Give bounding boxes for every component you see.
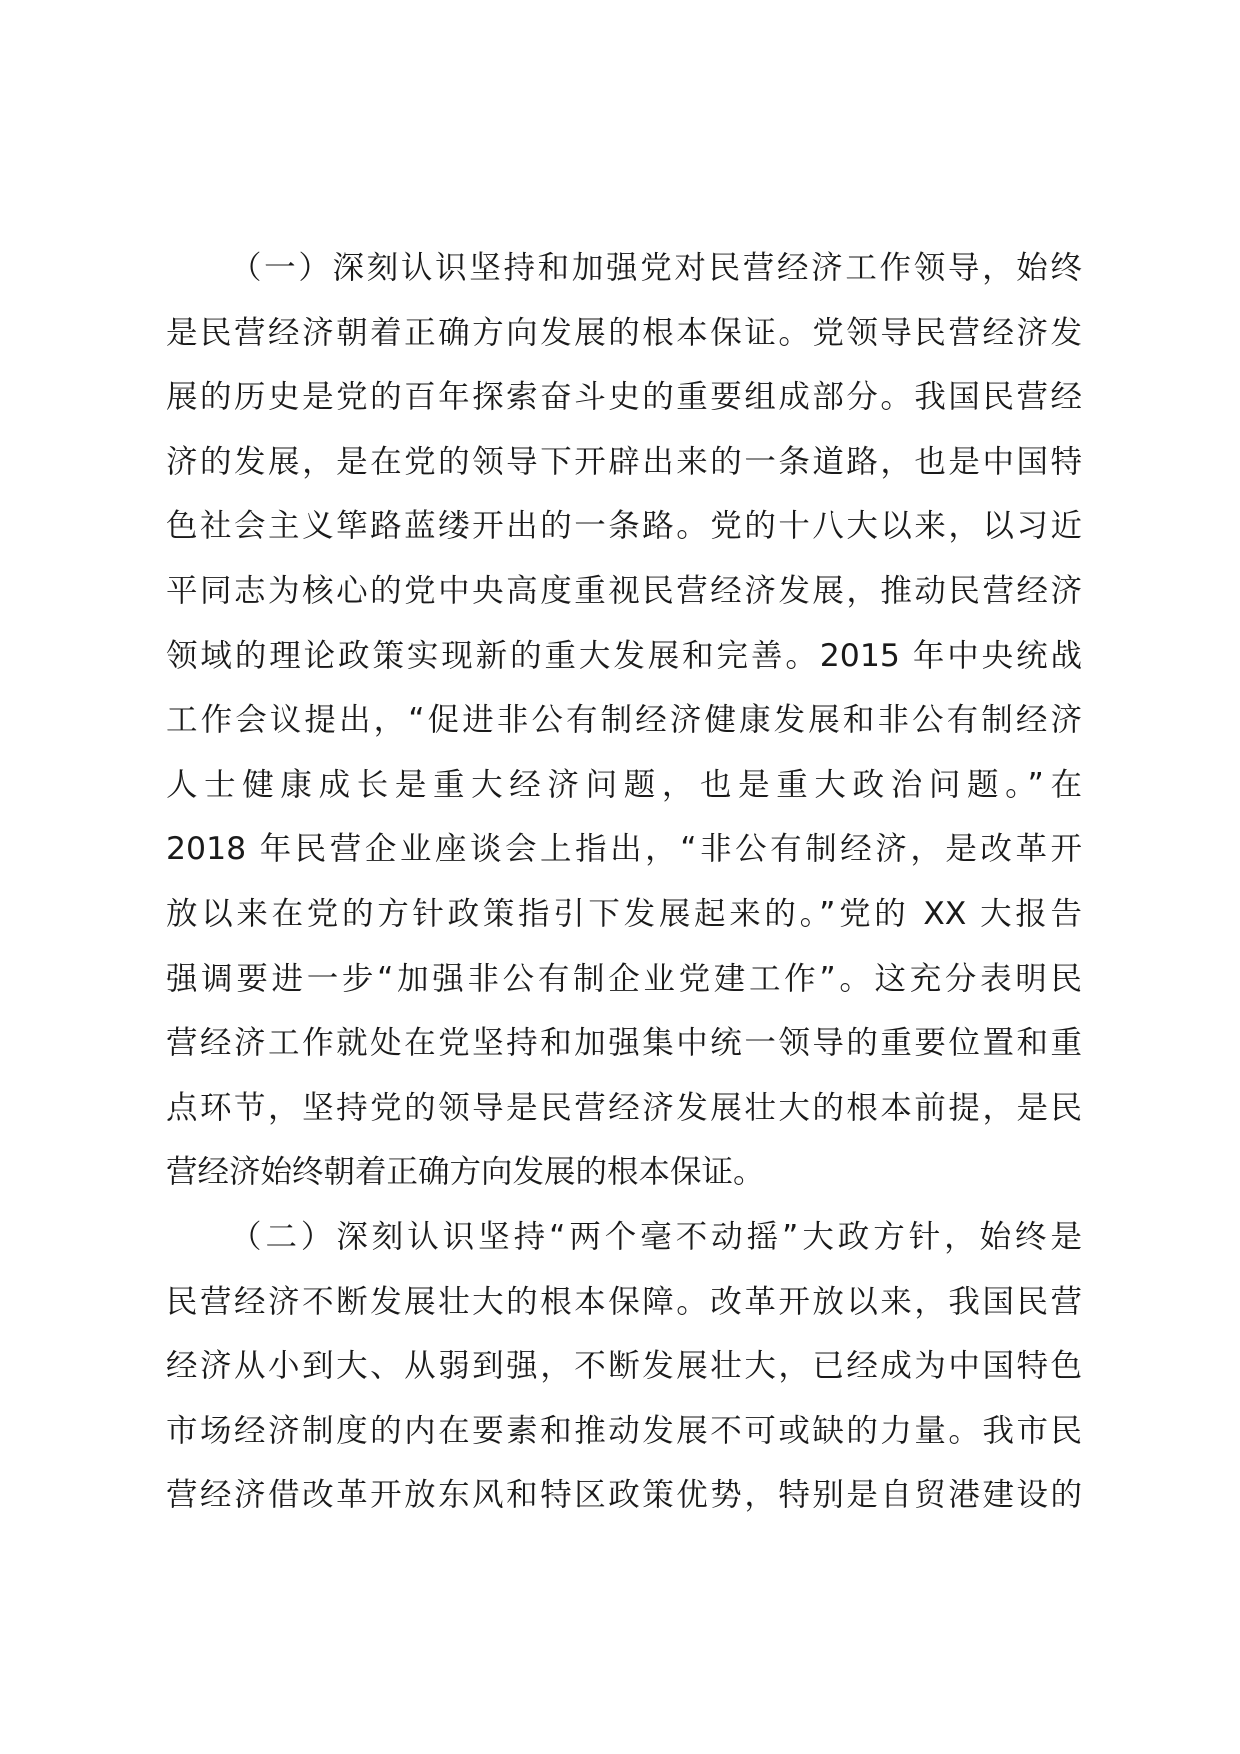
- text-line: 营经济借改革开放东风和特区政策优势，特别是自贸港建设的: [166, 1477, 1082, 1514]
- text-line: 人士健康成长是重大经济问题，也是重大政治问题。”在: [166, 766, 1082, 803]
- text-line: 2018 年民营企业座谈会上指出，“非公有制经济，是改革开: [166, 831, 1082, 868]
- document-body: [166, 236, 1082, 1528]
- text-line: 营经济工作就处在党坚持和加强集中统一领导的重要位置和重: [166, 1025, 1082, 1062]
- text-line: 展的历史是党的百年探索奋斗史的重要组成部分。我国民营经: [166, 379, 1082, 416]
- text-line: 营经济始终朝着正确方向发展的根本保证。: [166, 1154, 765, 1191]
- text-line: 点环节，坚持党的领导是民营经济发展壮大的根本前提，是民: [166, 1089, 1082, 1126]
- paragraph-1: [166, 236, 1082, 1205]
- text-line: 民营经济不断发展壮大的根本保障。改革开放以来，我国民营: [166, 1283, 1082, 1320]
- text-line: 工作会议提出，“促进非公有制经济健康发展和非公有制经济: [166, 702, 1082, 739]
- text-line: 强调要进一步“加强非公有制企业党建工作”。这充分表明民: [166, 960, 1082, 997]
- text-line: 济的发展，是在党的领导下开辟出来的一条道路，也是中国特: [166, 443, 1082, 480]
- text-line: 是民营经济朝着正确方向发展的根本保证。党领导民营经济发: [166, 314, 1082, 351]
- text-line: 色社会主义筚路蓝缕开出的一条路。党的十八大以来，以习近: [166, 508, 1082, 545]
- text-line: 领域的理论政策实现新的重大发展和完善。2015 年中央统战: [166, 637, 1082, 674]
- text-line: 经济从小到大、从弱到强，不断发展壮大，已经成为中国特色: [166, 1348, 1082, 1385]
- text-line: （二）深刻认识坚持“两个毫不动摇”大政方针，始终是: [230, 1218, 1082, 1255]
- paragraph-2: [166, 1205, 1082, 1528]
- text-line: （一）深刻认识坚持和加强党对民营经济工作领导，始终: [230, 250, 1082, 286]
- text-line: 放以来在党的方针政策指引下发展起来的。”党的 XX 大报告: [166, 895, 1082, 932]
- text-line: 市场经济制度的内在要素和推动发展不可或缺的力量。我市民: [166, 1412, 1082, 1449]
- text-line: 平同志为核心的党中央高度重视民营经济发展，推动民营经济: [166, 572, 1082, 609]
